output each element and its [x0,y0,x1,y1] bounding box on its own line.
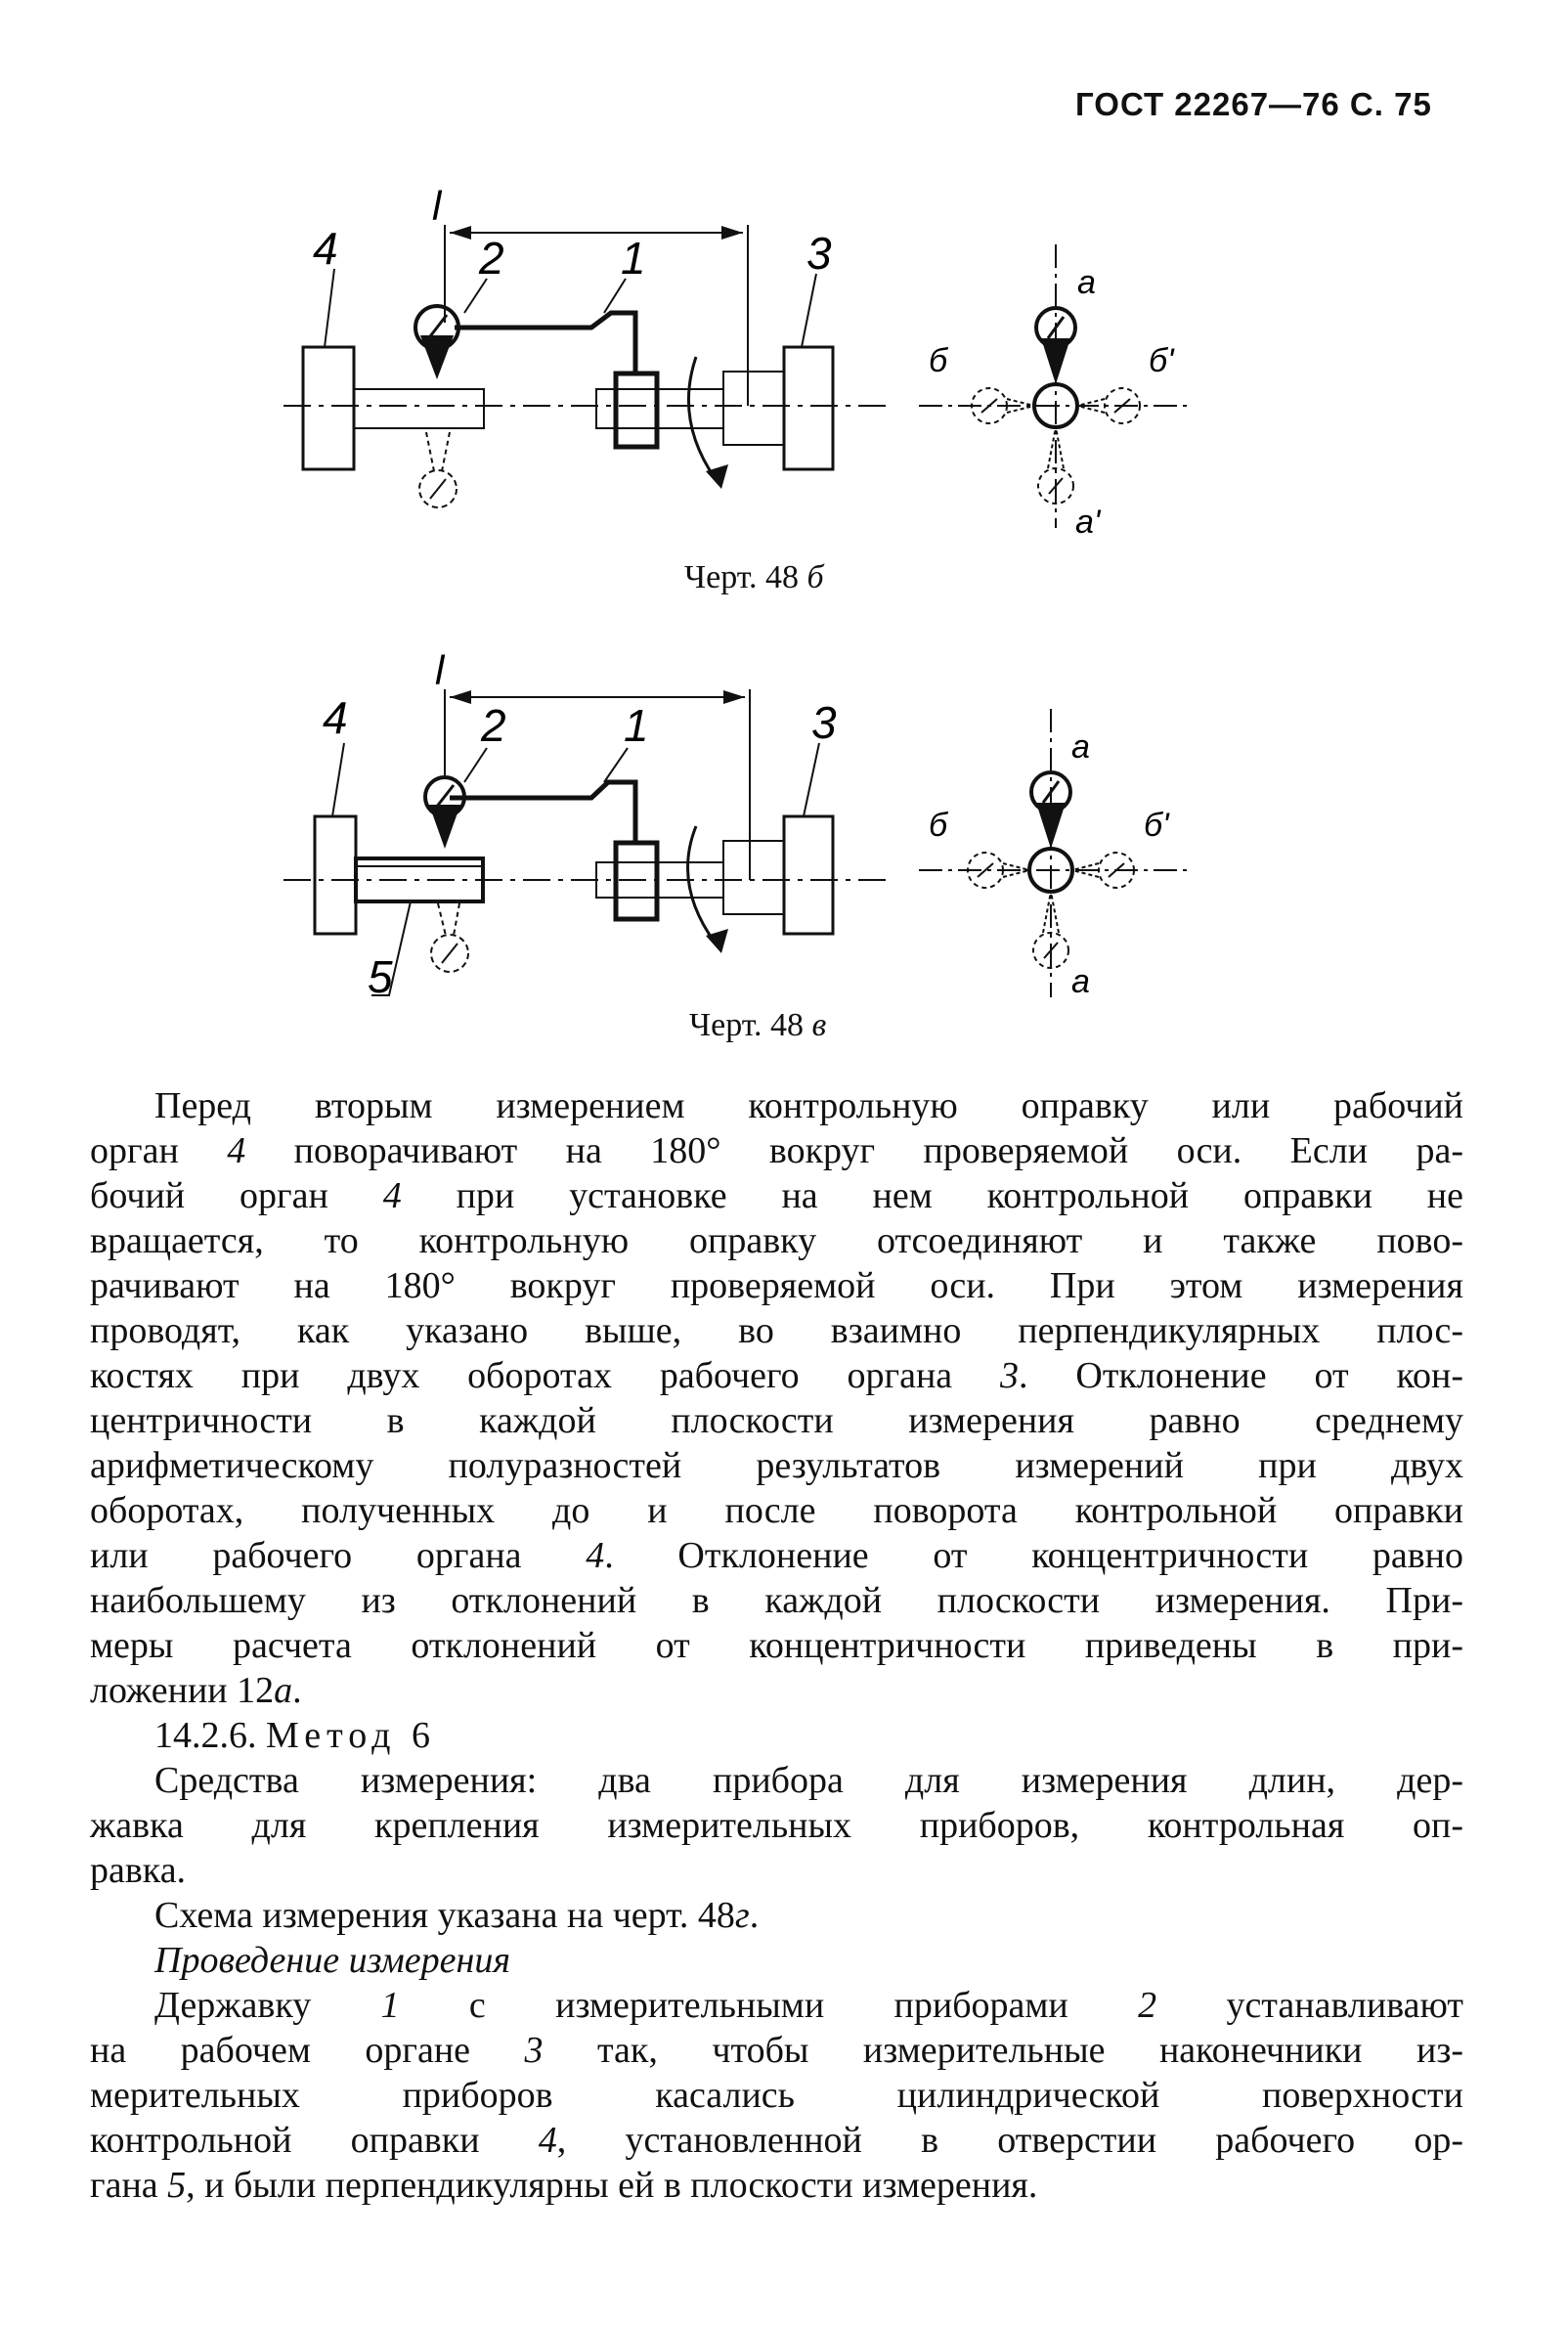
label-length: l [435,647,445,693]
text-line: мерительных приборов касались цилиндрической поверхности [90,2075,1463,2116]
text-line: Державку 1 с измерительными приборами 2 устанавливают [154,1985,1463,2026]
text-line: костях при двух оборотах рабочего органа 3. Отклонение от кон- [90,1355,1463,1396]
figure-48b [264,166,1329,548]
label-b-prime: б' [1144,807,1169,844]
subheading: Проведение измерения [154,1940,511,1981]
figure-48b-drawing [264,166,1329,548]
figure-48v-drawing [264,636,1329,1027]
text-line: равка. [90,1850,187,1891]
part-4-block [303,347,354,469]
part-3-block [784,816,833,934]
text-line: на рабочем органе 3 так, чтобы измерительные наконечники из- [90,2030,1463,2071]
text-line: бочий орган 4 при установке на нем контрольной оправки не [90,1175,1463,1216]
label-a-prime: а' [1075,504,1101,541]
figure-48b-caption: Черт. 48 б [684,559,824,595]
text-line: рачивают на 180° вокруг проверяемой оси. При этом измерения [90,1265,1463,1306]
holder-block [616,373,657,447]
part-4-block [315,816,356,934]
text-line: контрольной оправки 4, установленной в отверстии рабочего ор- [90,2120,1463,2161]
holder-arm [450,782,635,843]
label-b-prime: б' [1149,342,1174,379]
text-line: жавка для крепления измерительных приборов, контрольная оп- [90,1805,1463,1846]
label-a-prime: а [1071,963,1090,1000]
page-header: ГОСТ 22267—76 С. 75 [1075,86,1432,122]
label-part-5: 5 [368,951,393,1002]
holder-arm [455,313,635,373]
text-line: оборотах, полученных до и после поворота контрольной оправки [90,1490,1463,1531]
text-line: проводят, как указано выше, во взаимно перпендикулярных плос- [90,1310,1463,1351]
part-3-block [784,347,833,469]
text-line: вращается, то контрольную оправку отсоединяют и также пово- [90,1220,1463,1261]
body-text [90,1083,1463,2208]
text-line: меры расчета отклонений от концентричности приведены в при- [90,1625,1463,1666]
text-line: Средства измерения: два прибора для измерения длин, дер- [154,1760,1463,1801]
label-part-3: 3 [811,697,837,748]
text-line: центричности в каждой плоскости измерения равно среднему [90,1400,1463,1441]
label-part-1: 1 [621,233,646,284]
label-part-1: 1 [624,700,649,751]
method-heading: 14.2.6. Метод 6 [154,1715,436,1756]
text-line: Схема измерения указана на черт. 48г. [154,1895,760,1936]
text-line: или рабочего органа 4. Отклонение от концентричности равно [90,1535,1464,1576]
figure-48v-caption: Черт. 48 в [689,1007,827,1043]
label-a: а [1077,264,1096,301]
label-a: а [1071,728,1090,766]
label-b: б [929,342,948,379]
text-line: арифметическому полуразностей результатов измерений при двух [90,1445,1463,1486]
text-line: орган 4 поворачивают на 180° вокруг проверяемой оси. Если ра- [90,1130,1464,1171]
text-line: Перед вторым измерением контрольную оправку или рабочий [154,1085,1463,1126]
figure-48v [264,636,1329,1027]
label-b: б [929,807,948,844]
label-part-4: 4 [323,692,348,743]
label-part-4: 4 [313,223,338,274]
text-line: наибольшему из отклонений в каждой плоскости измерения. При- [90,1580,1463,1621]
label-part-2: 2 [479,233,504,284]
label-length: l [432,183,442,229]
label-part-3: 3 [806,228,832,279]
mandrel [354,389,484,428]
text-line: ложении 12а. [90,1670,302,1711]
label-part-2: 2 [481,700,506,751]
text-line: гана 5, и были перпендикулярны ей в плоскости измерения. [90,2165,1038,2206]
